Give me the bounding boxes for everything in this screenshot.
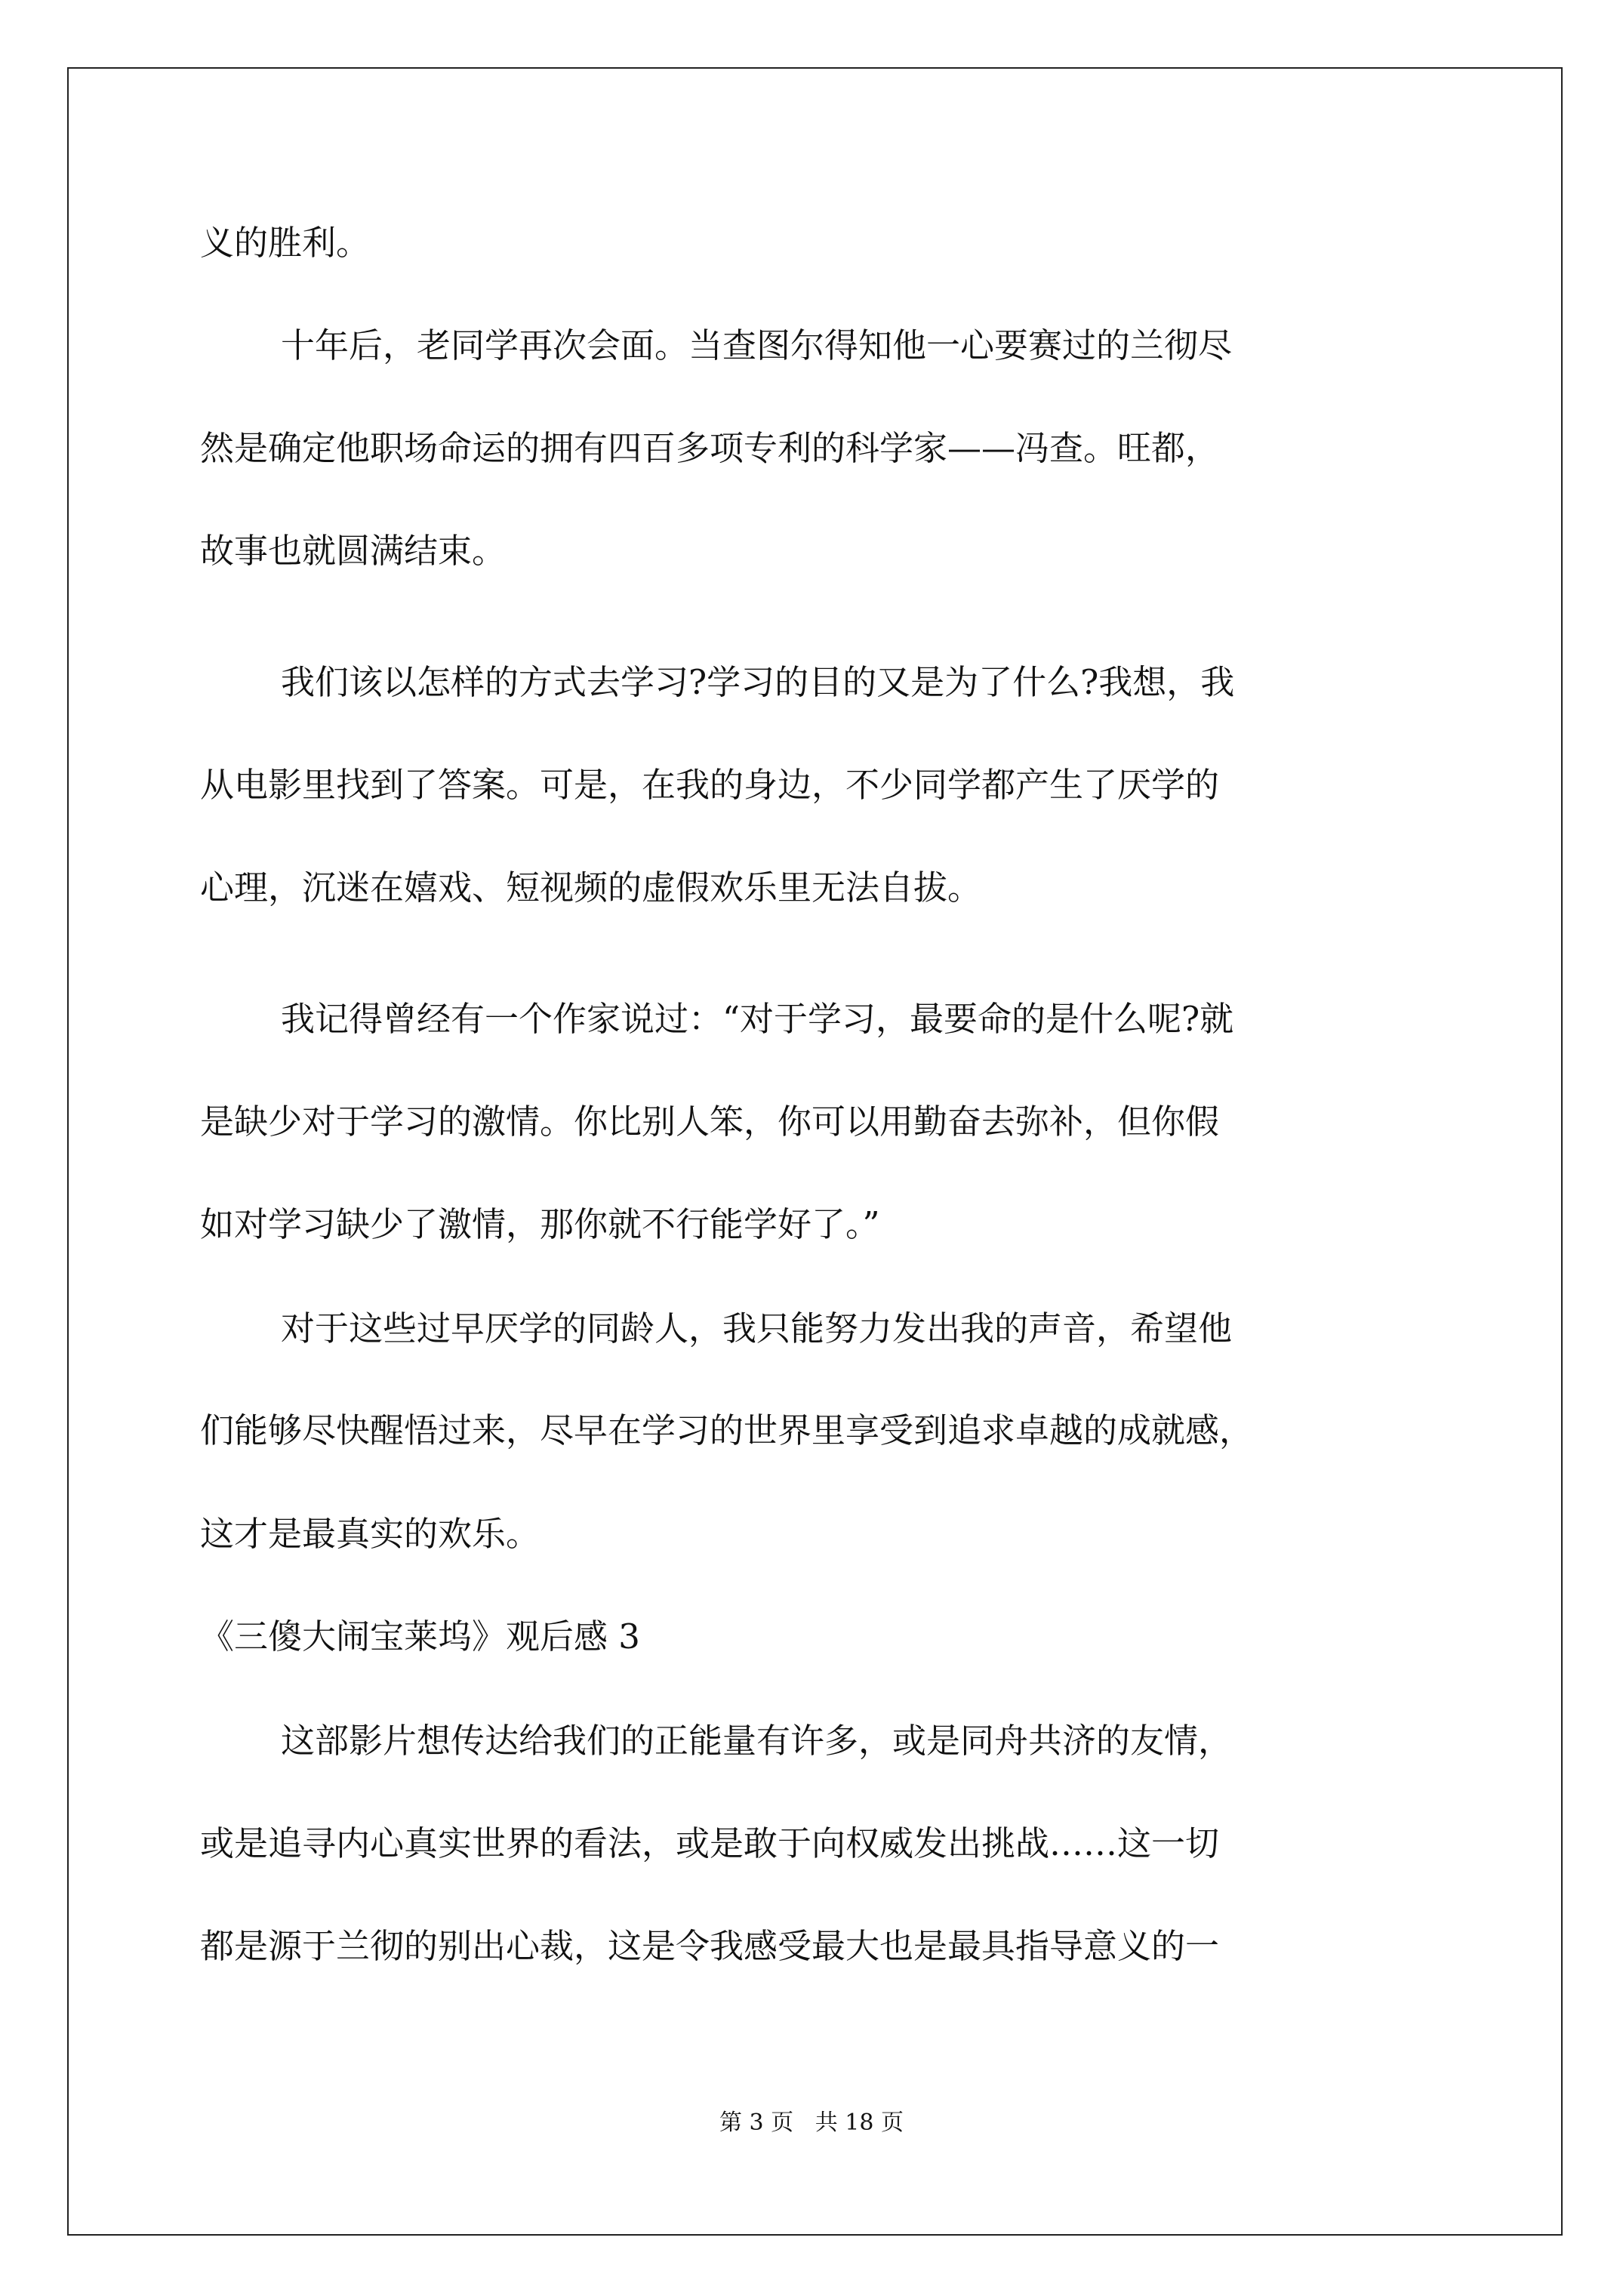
text-line-9: 是缺少对于学习的激情。你比别人笨，你可以用勤奋去弥补，但你假 [200, 1102, 1220, 1142]
page-footer: 第 3 页 共 18 页 [719, 2110, 904, 2136]
text-line-1: 义的胜利。 [200, 223, 371, 263]
text-line-6: 从电影里找到了答案。可是，在我的身边，不少同学都产生了厌学的 [200, 765, 1220, 805]
text-line-8: 我记得曾经有一个作家说过：“对于学习，最要命的是什么呢?就 [281, 999, 1234, 1039]
text-line-12: 们能够尽快醒悟过来，尽早在学习的世界里享受到追求卓越的成就感， [200, 1410, 1254, 1450]
text-line-3: 然是确定他职场命运的拥有四百多项专利的科学家——冯查。旺都， [200, 428, 1220, 468]
section-heading: 《三傻大闹宝莱坞》观后感 3 [200, 1616, 640, 1657]
text-line-5: 我们该以怎样的方式去学习?学习的目的又是为了什么?我想，我 [281, 662, 1235, 702]
text-line-16: 或是追寻内心真实世界的看法，或是敢于向权威发出挑战……这一切 [200, 1823, 1220, 1863]
text-line-15: 这部影片想传达给我们的正能量有许多，或是同舟共济的友情， [281, 1721, 1233, 1761]
text-line-10: 如对学习缺少了激情，那你就不行能学好了。” [200, 1204, 880, 1244]
text-line-17: 都是源于兰彻的别出心裁，这是令我感受最大也是最具指导意义的一 [200, 1926, 1220, 1966]
text-line-11: 对于这些过早厌学的同龄人，我只能努力发出我的声音，希望他 [281, 1308, 1233, 1348]
page-border [67, 67, 1563, 2236]
text-line-13: 这才是最真实的欢乐。 [200, 1514, 540, 1554]
text-line-4: 故事也就圆满结束。 [200, 531, 507, 571]
text-line-2: 十年后，老同学再次会面。当查图尔得知他一心要赛过的兰彻尽 [281, 325, 1233, 365]
text-line-7: 心理，沉迷在嬉戏、短视频的虚假欢乐里无法自拔。 [200, 868, 982, 908]
